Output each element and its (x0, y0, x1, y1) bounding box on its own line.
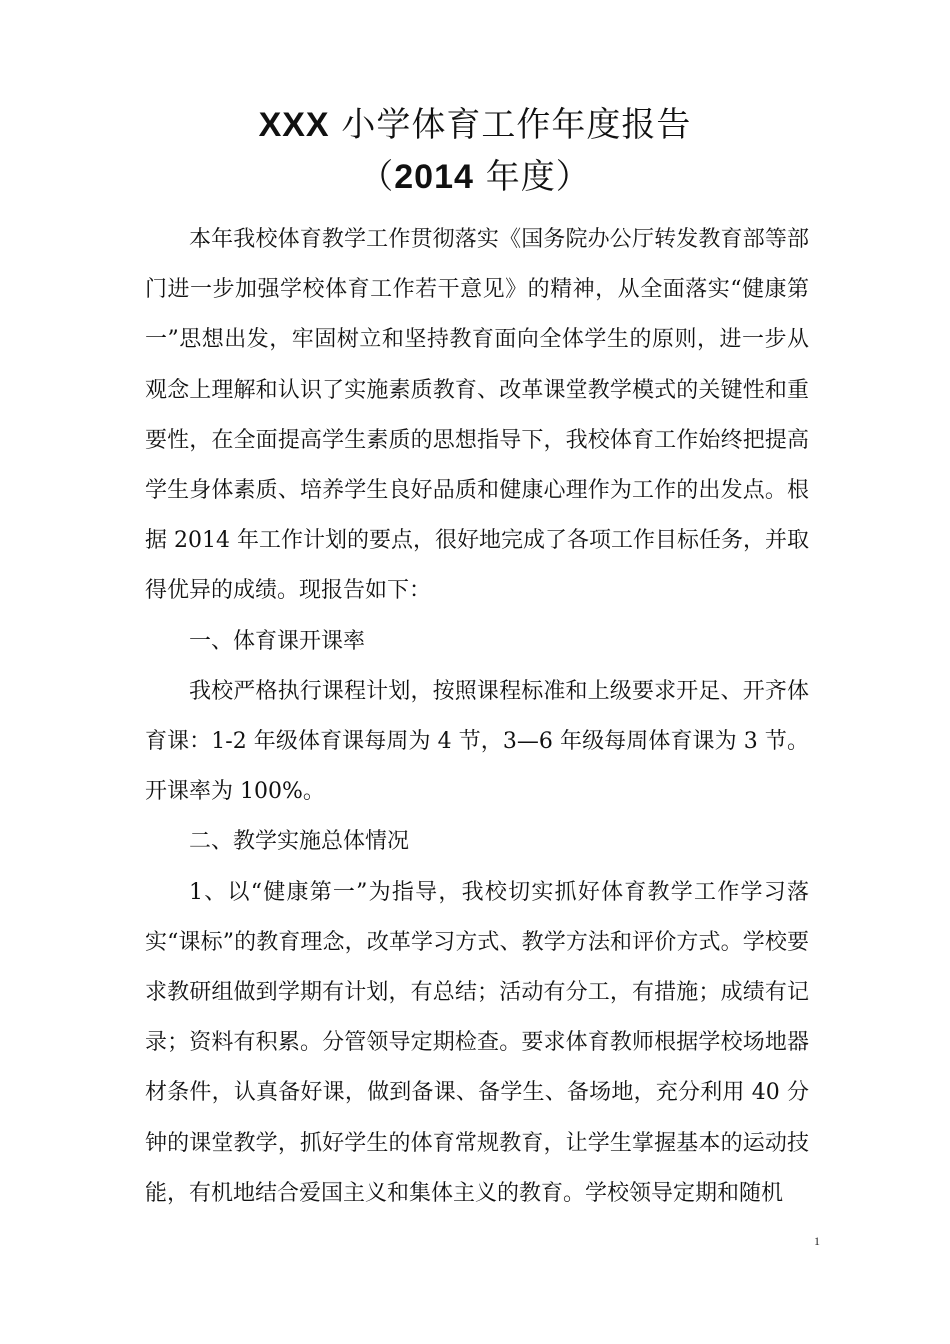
intro-paragraph: 本年我校体育教学工作贯彻落实《国务院办公厅转发教育部等部门进一步加强学校体育工作若干意见》的精神，从全面落实“健康第一”思想出发，牢固树立和坚持教育面向全体学生的原则，进一步从观念上理解和认识了实施素质教育、改革课堂教学模式的关键性和重要性，在全面提高学生素质的思想指导下，我校体育工作始终把提高学生身体素质、培养学生良好品质和健康心理作为工作的出发点。根据 2014 年工作计划的要点，很好地完成了各项工作目标任务，并取得优异的成绩。现报告如下： (145, 227, 809, 604)
title-prefix: XXX (258, 106, 330, 144)
document-subtitle (0, 157, 950, 197)
section-heading-2: 二、教学实施总体情况 (189, 829, 410, 855)
document-body (145, 215, 809, 1219)
section-1-paragraph: 我校严格执行课程计划，按照课程标准和上级要求开足、开齐体育课：1-2 年级体育课每周为 4 节，3—6 年级每周体育课为 3 节。开课率为 100%。 (145, 678, 809, 805)
section-2-paragraph: 1、以“健康第一”为指导，我校切实抓好体育教学工作学习落实“课标”的教育理念，改革学习方式、教学方法和评价方式。学校要求教研组做到学期有计划，有总结；活动有分工，有措施；成绩有记录；资料有积累。分管领导定期检查。要求体育教师根据学校场地器材条件，认真备好课，做到备课、备学生、备场地，充分利用 40 分钟的课堂教学，抓好学生的体育常规教育，让学生掌握基本的运动技能，有机地结合爱国主义和集体主义的教育。学校领导定期和随机 (145, 879, 809, 1206)
page-number: 1 (814, 1234, 820, 1248)
subtitle-open-paren: （ (359, 157, 395, 197)
subtitle-year: 2014 (394, 158, 474, 196)
subtitle-text: 年度） (485, 157, 591, 197)
document-title (0, 105, 950, 145)
section-heading-1: 一、体育课开课率 (189, 628, 366, 654)
title-text: 小学体育工作年度报告 (341, 105, 692, 145)
